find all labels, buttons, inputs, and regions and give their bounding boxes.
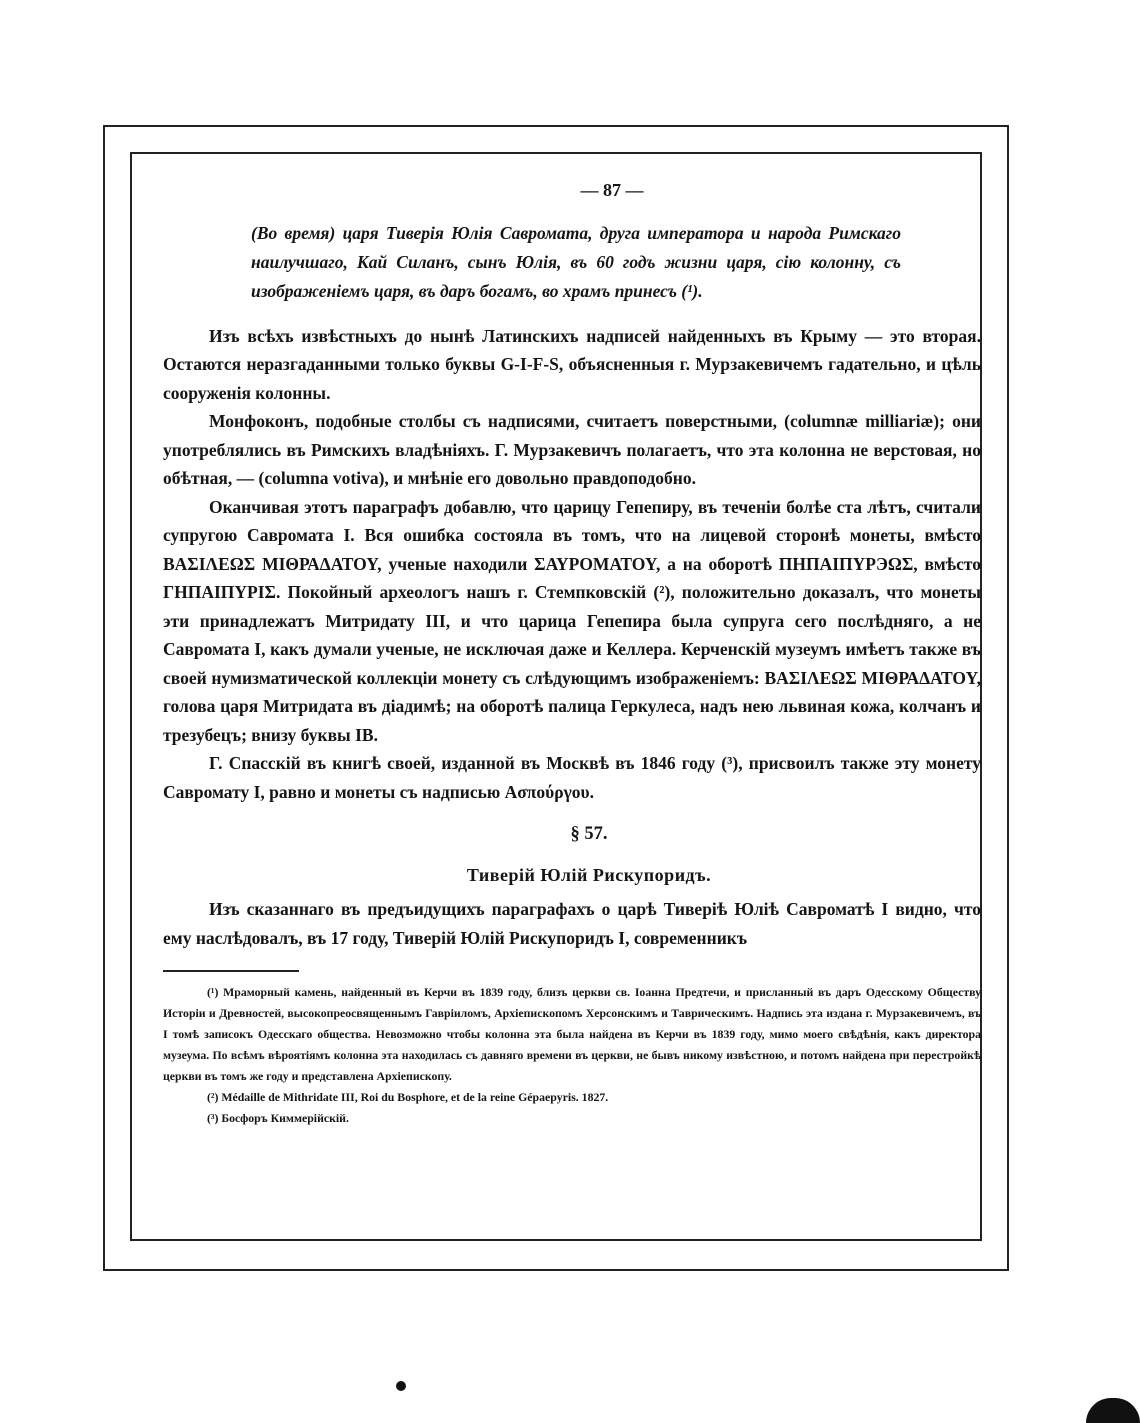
body-text — [163, 322, 981, 807]
ink-dot — [396, 1381, 406, 1391]
page-content — [163, 176, 981, 1129]
footnotes — [163, 982, 981, 1129]
paragraph: Г. Спасскій въ книгѣ своей, изданной въ Москвѣ въ 1846 году (³), присвоилъ также эту монету Савромату I, равно и монеты съ надписью Ασπούργου. — [163, 753, 981, 802]
section-title: Тиверій Юлій Рискупоридъ. — [466, 864, 712, 885]
section-body — [163, 895, 981, 952]
footnote: (²) Médaille de Mithridate III, Roi du Bosphore, et de la reine Gépaepyris. 1827. — [207, 1090, 609, 1104]
paragraph: Оканчивая этотъ параграфъ добавлю, что царицу Гепепиру, въ теченіи болѣе ста лѣтъ, считали супругою Савромата I. Вся ошибка состояла въ томъ, что на лицевой сторонѣ монеты, вмѣсто ΒΑΣΙΛΕΩΣ ΜΙΘΡΑΔΑΤΟΥ, ученые находили ΣΑΥΡΟΜΑΤΟΥ, а на оборотѣ ΠΗΠΑΙΠΥΡЭΩΣ, вмѣсто ΓΗΠΑΙΠΥΡΙΣ. Покойный археологъ нашъ г. Стемпковскій (²), положительно доказалъ, что монеты эти принадлежатъ Митридату III, и что царица Гепепира была супруга сего послѣдняго, а не Савромата I, какъ думали ученые, не исключая даже и Келлера. Керченскій музеумъ имѣетъ также въ своей нумизматической коллекціи монету съ слѣдующимъ изображеніемъ: ΒΑΣΙΛΕΩΣ ΜΙΘΡΑΔΑΤΟΥ, голова царя Митридата въ діадимѣ; на оборотѣ палица Геркулеса, надъ нею львиная кожа, колчанъ и трезубецъ; внизу буквы IB. — [163, 496, 981, 745]
footnote: (¹) Мраморный камень, найденный въ Керчи въ 1839 году, близъ церкви св. Іоанна Предтечи, и присланный въ даръ Одесскому Обществу Исторіи и Древностей, высокопреосвященнымъ Гавріиломъ, Архіепископомъ Херсонскимъ и Таврическимъ. Надпись эта издана г. Мурзакевичемъ, въ I томѣ записокъ Одесскаго общества. Невозможно чтобы колонна эта была найдена въ Керчи въ 1839 году, мимо моего свѣдѣнія, какъ директора музеума. По всѣмъ вѣроятіямъ колонна эта находилась съ давняго времени въ церкви, не бывъ никому извѣстною, и потомъ найдена при перестройкѣ церкви въ томъ же году и представлена Архіепископу. — [163, 985, 981, 1083]
footnote: (³) Босфоръ Киммерійскій. — [207, 1111, 349, 1125]
page-number: — 87 — — [580, 180, 644, 200]
ink-blot — [1086, 1398, 1140, 1423]
paragraph: Монфоконъ, подобные столбы съ надписями, считаетъ поверстными, (columnæ milliariæ); они употреблялись въ Римскихъ владѣніяхъ. Г. Мурзакевичъ полагаетъ, что эта колонна не верстовая, но обѣтная, — (columna votiva), и мнѣніе его довольно правдоподобно. — [163, 411, 981, 488]
epigraph-translation: (Во время) царя Тиверія Юлія Савромата, друга императора и народа Римскаго наилучшаго, Кай Силанъ, сынъ Юлія, въ 60 годъ жизни царя, сію колонну, съ изображеніемъ царя, въ даръ богамъ, во храмъ принесъ (¹). — [251, 222, 901, 301]
paragraph: Изъ сказаннаго въ предъидущихъ параграфахъ о царѣ Тиверіѣ Юліѣ Савроматѣ I видно, что ему наслѣдовалъ, въ 17 году, Тиверій Юлій Рискупоридъ I, современникъ — [163, 899, 981, 948]
paragraph: Изъ всѣхъ извѣстныхъ до нынѣ Латинскихъ надписей найденныхъ въ Крыму — это вторая. Остаются неразгаданными только буквы G-I-F-S, объясненныя г. Мурзакевичемъ гадательно, и цѣль сооруженія колонны. — [163, 325, 981, 403]
footnote-rule — [163, 970, 299, 972]
section-number: § 57. — [570, 824, 608, 844]
